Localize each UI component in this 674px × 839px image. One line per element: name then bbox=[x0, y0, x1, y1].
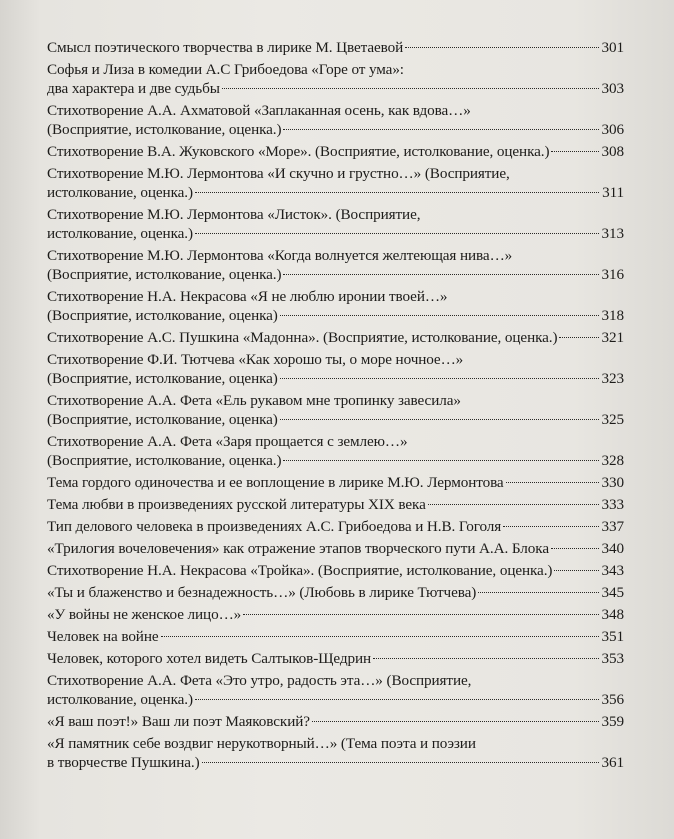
toc-entry-title-line: Тип делового человека в произведениях А.С. Грибоедова и Н.В. Гоголя bbox=[47, 518, 502, 535]
toc-entry-title-line: (Восприятие, истолкование, оценка.) bbox=[47, 452, 282, 469]
dot-leader bbox=[554, 570, 598, 571]
toc-entry bbox=[47, 432, 624, 470]
toc-entry-last-line bbox=[47, 224, 624, 243]
toc-page-number: 323 bbox=[601, 370, 624, 387]
toc-entry-last-line bbox=[47, 265, 624, 284]
toc-entry-title-line: Тема любви в произведениях русской литературы XIX века bbox=[47, 496, 426, 513]
toc-entry-title-line: истолкование, оценка.) bbox=[47, 225, 193, 242]
toc-page-number: 361 bbox=[601, 754, 624, 771]
dot-leader bbox=[312, 721, 599, 722]
toc-entry-title-line: Стихотворение А.С. Пушкина «Мадонна». (Восприятие, истолкование, оценка.) bbox=[47, 329, 558, 346]
toc-entry bbox=[47, 473, 624, 492]
toc-entry bbox=[47, 287, 624, 325]
toc-page-number: 330 bbox=[601, 474, 624, 491]
dot-leader bbox=[283, 274, 598, 275]
toc-entry-title-line: Стихотворение М.Ю. Лермонтова «И скучно и грустно…» (Восприятие, bbox=[47, 165, 510, 182]
toc-entry bbox=[47, 495, 624, 514]
dot-leader bbox=[373, 658, 598, 659]
toc-page-number: 328 bbox=[601, 452, 624, 469]
toc-entry bbox=[47, 205, 624, 243]
toc-entry-last-line bbox=[47, 451, 624, 470]
toc-page-number: 337 bbox=[601, 518, 624, 535]
dot-leader bbox=[559, 337, 598, 338]
toc-page-number: 333 bbox=[601, 496, 624, 513]
toc-entry-title-line: «Я памятник себе воздвиг нерукотворный…» (Тема поэта и поэзии bbox=[47, 735, 476, 752]
toc-entry bbox=[47, 734, 624, 772]
toc-entry-last-line bbox=[47, 712, 624, 731]
toc-entry-title-line: Стихотворение Н.А. Некрасова «Тройка». (Восприятие, истолкование, оценка.) bbox=[47, 562, 553, 579]
toc-entry-last-line bbox=[47, 306, 624, 325]
dot-leader bbox=[283, 129, 598, 130]
toc-entry-last-line bbox=[47, 369, 624, 388]
dot-leader bbox=[243, 614, 598, 615]
dot-leader bbox=[280, 378, 599, 379]
toc-page-number: 303 bbox=[601, 80, 624, 97]
toc-entry bbox=[47, 583, 624, 602]
toc-entry-last-line bbox=[47, 605, 624, 624]
toc-entry-last-line bbox=[47, 183, 624, 202]
toc-entry-title-line: (Восприятие, истолкование, оценка) bbox=[47, 307, 278, 324]
toc-page-number: 325 bbox=[601, 411, 624, 428]
toc-entry bbox=[47, 539, 624, 558]
toc-page-number: 343 bbox=[601, 562, 624, 579]
toc-entry bbox=[47, 517, 624, 536]
dot-leader bbox=[161, 636, 599, 637]
toc-page-number: 351 bbox=[601, 628, 624, 645]
toc-entry bbox=[47, 328, 624, 347]
toc-entry-title-line: два характера и две судьбы bbox=[47, 80, 220, 97]
toc-entry-title-line: «Трилогия вочеловечения» как отражение этапов творческого пути А.А. Блока bbox=[47, 540, 549, 557]
toc-page-number: 306 bbox=[601, 121, 624, 138]
toc-entry bbox=[47, 164, 624, 202]
toc-entry-last-line bbox=[47, 627, 624, 646]
toc-entry-last-line bbox=[47, 539, 624, 558]
toc-entry bbox=[47, 712, 624, 731]
toc-entry-title-line: Софья и Лиза в комедии А.С Грибоедова «Горе от ума»: bbox=[47, 61, 404, 78]
dot-leader bbox=[283, 460, 598, 461]
dot-leader bbox=[551, 548, 599, 549]
toc-entry bbox=[47, 649, 624, 668]
toc-page-number: 321 bbox=[601, 329, 624, 346]
toc-page-number: 353 bbox=[601, 650, 624, 667]
toc-entry-last-line bbox=[47, 473, 624, 492]
toc-page-number: 348 bbox=[601, 606, 624, 623]
toc-entry-title-line: «Я ваш поэт!» Ваш ли поэт Маяковский? bbox=[47, 713, 310, 730]
dot-leader bbox=[222, 88, 599, 89]
toc-entry bbox=[47, 561, 624, 580]
toc-entry-last-line bbox=[47, 753, 624, 772]
toc-entry-last-line bbox=[47, 649, 624, 668]
toc-entry bbox=[47, 142, 624, 161]
dot-leader bbox=[195, 192, 599, 193]
toc-entry bbox=[47, 391, 624, 429]
toc-entry bbox=[47, 350, 624, 388]
toc-entry-title-line: Человек на войне bbox=[47, 628, 159, 645]
dot-leader bbox=[280, 315, 599, 316]
toc-page-number: 340 bbox=[601, 540, 624, 557]
toc-entry-title-line: Стихотворение М.Ю. Лермонтова «Когда волнуется желтеющая нива…» bbox=[47, 247, 513, 264]
toc-entry bbox=[47, 101, 624, 139]
toc-page-number: 308 bbox=[601, 143, 624, 160]
dot-leader bbox=[551, 151, 598, 152]
toc-entry-last-line bbox=[47, 517, 624, 536]
toc-entry-title-line: (Восприятие, истолкование, оценка) bbox=[47, 411, 278, 428]
toc-entry-title-line: Стихотворение М.Ю. Лермонтова «Листок». (Восприятие, bbox=[47, 206, 421, 223]
dot-leader bbox=[503, 526, 598, 527]
toc-entry-last-line bbox=[47, 142, 624, 161]
toc-page-number: 316 bbox=[601, 266, 624, 283]
toc-entry-title-line: «У войны не женское лицо…» bbox=[47, 606, 242, 623]
dot-leader bbox=[428, 504, 599, 505]
toc-entry-title-line: Тема гордого одиночества и ее воплощение в лирике М.Ю. Лермонтова bbox=[47, 474, 504, 491]
toc-entry-title-line: (Восприятие, истолкование, оценка.) bbox=[47, 266, 282, 283]
table-of-contents bbox=[47, 38, 624, 775]
toc-entry-title-line: Стихотворение А.А. Ахматовой «Заплаканная осень, как вдова…» bbox=[47, 102, 471, 119]
toc-page-number: 356 bbox=[601, 691, 624, 708]
toc-entry-title-line: «Ты и блаженство и безнадежность…» (Любовь в лирике Тютчева) bbox=[47, 584, 477, 601]
toc-entry-title-line: (Восприятие, истолкование, оценка) bbox=[47, 370, 278, 387]
toc-entry-title-line: Человек, которого хотел видеть Салтыков-Щедрин bbox=[47, 650, 372, 667]
toc-page-number: 318 bbox=[601, 307, 624, 324]
toc-entry-last-line bbox=[47, 38, 624, 57]
toc-entry-title-line: истолкование, оценка.) bbox=[47, 691, 193, 708]
dot-leader bbox=[405, 47, 598, 48]
dot-leader bbox=[202, 762, 599, 763]
toc-entry-last-line bbox=[47, 79, 624, 98]
toc-entry-last-line bbox=[47, 583, 624, 602]
toc-entry-last-line bbox=[47, 410, 624, 429]
toc-entry-title-line: Смысл поэтического творчества в лирике М. Цветаевой bbox=[47, 39, 404, 56]
dot-leader bbox=[478, 592, 598, 593]
toc-entry bbox=[47, 60, 624, 98]
toc-entry-title-line: Стихотворение Н.А. Некрасова «Я не люблю иронии твоей…» bbox=[47, 288, 448, 305]
toc-page-number: 301 bbox=[601, 39, 624, 56]
toc-entry-last-line bbox=[47, 495, 624, 514]
toc-entry-title-line: Стихотворение А.А. Фета «Это утро, радость эта…» (Восприятие, bbox=[47, 672, 472, 689]
toc-page-number: 311 bbox=[602, 184, 624, 201]
dot-leader bbox=[195, 699, 599, 700]
toc-entry-title-line: Стихотворение А.А. Фета «Ель рукавом мне тропинку завесила» bbox=[47, 392, 461, 409]
dot-leader bbox=[280, 419, 599, 420]
toc-entry-last-line bbox=[47, 561, 624, 580]
toc-entry-title-line: (Восприятие, истолкование, оценка.) bbox=[47, 121, 282, 138]
dot-leader bbox=[195, 233, 599, 234]
toc-entry-title-line: истолкование, оценка.) bbox=[47, 184, 193, 201]
toc-entry bbox=[47, 627, 624, 646]
toc-entry-title-line: Стихотворение А.А. Фета «Заря прощается с землею…» bbox=[47, 433, 408, 450]
toc-page-number: 345 bbox=[601, 584, 624, 601]
toc-entry bbox=[47, 605, 624, 624]
toc-entry-title-line: Стихотворение Ф.И. Тютчева «Как хорошо ты, о море ночное…» bbox=[47, 351, 464, 368]
toc-entry bbox=[47, 246, 624, 284]
dot-leader bbox=[506, 482, 599, 483]
toc-entry bbox=[47, 671, 624, 709]
toc-entry-title-line: в творчестве Пушкина.) bbox=[47, 754, 200, 771]
toc-entry-last-line bbox=[47, 690, 624, 709]
toc-entry-last-line bbox=[47, 120, 624, 139]
toc-entry bbox=[47, 38, 624, 57]
toc-page-number: 313 bbox=[601, 225, 624, 242]
toc-entry-title-line: Стихотворение В.А. Жуковского «Море». (Восприятие, истолкование, оценка.) bbox=[47, 143, 550, 160]
toc-entry-last-line bbox=[47, 328, 624, 347]
toc-page-number: 359 bbox=[601, 713, 624, 730]
